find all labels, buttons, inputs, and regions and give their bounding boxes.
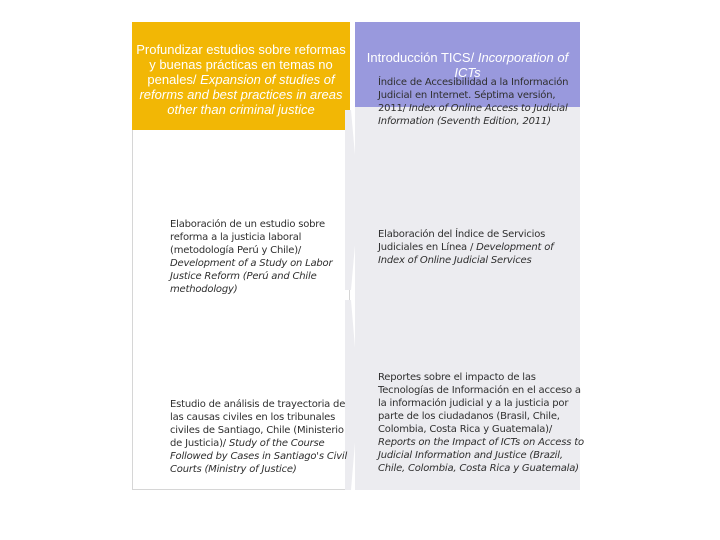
left-item-1-spanish: Elaboración de un estudio sobre reforma a la justicia laboral (metodología Perú y Chile)/ xyxy=(170,219,325,256)
right-item-2-spanish: Elaboración del Índice de Servicios Judiciales en Línea / xyxy=(378,229,546,253)
left-header-english: Expansion of studies of reforms and best practices in areas other than criminal justice xyxy=(139,72,343,117)
right-item-3-english: Reports on the Impact of ICTs on Access to Judicial Information and Justice (Brazil, Chile, Colombia, Costa Rica y Guatemala) xyxy=(378,437,584,474)
right-header-english: Incorporation of ICTs xyxy=(454,50,569,80)
right-item-1-spanish: Índice de Accesibilidad a la Información Judicial en Internet. Séptima versión, 2011/ xyxy=(378,77,569,114)
right-item-ict-impact-reports xyxy=(378,371,588,475)
right-item-3-spanish: Reportes sobre el impacto de las Tecnologías de Información en el acceso a la información judicial y a la justicia por parte de los ciudadanos (Brasil, Chile, Colombia, Costa Rica y Guatemala)/ xyxy=(378,372,581,435)
right-item-2-english: Development of Index of Online Judicial Services xyxy=(378,242,554,266)
left-item-1-english: Development of a Study on Labor Justice Reform (Perú and Chile methodology) xyxy=(170,258,333,295)
left-item-labor-justice-study xyxy=(170,218,350,296)
right-item-accessibility-index xyxy=(378,76,578,128)
right-header-spanish: Introducción TICS/ xyxy=(366,50,475,65)
right-item-1-english: Index of Online Access to Judicial Information (Seventh Edition, 2011) xyxy=(378,103,568,127)
left-column-header xyxy=(132,22,350,130)
right-item-online-services-index xyxy=(378,228,578,267)
left-item-civil-cases-study xyxy=(170,398,350,476)
left-item-2-spanish: Estudio de análisis de trayectoria de las causas civiles en los tribunales civiles de Santiago, Chile (Ministerio de Justicia)/ xyxy=(170,399,346,449)
left-item-2-english: Study of the Course Followed by Cases in Santiago's Civil Courts (Ministry of Justice) xyxy=(170,438,348,475)
left-header-spanish: Profundizar estudios sobre reformas y buenas prácticas en temas no penales/ xyxy=(136,42,346,87)
